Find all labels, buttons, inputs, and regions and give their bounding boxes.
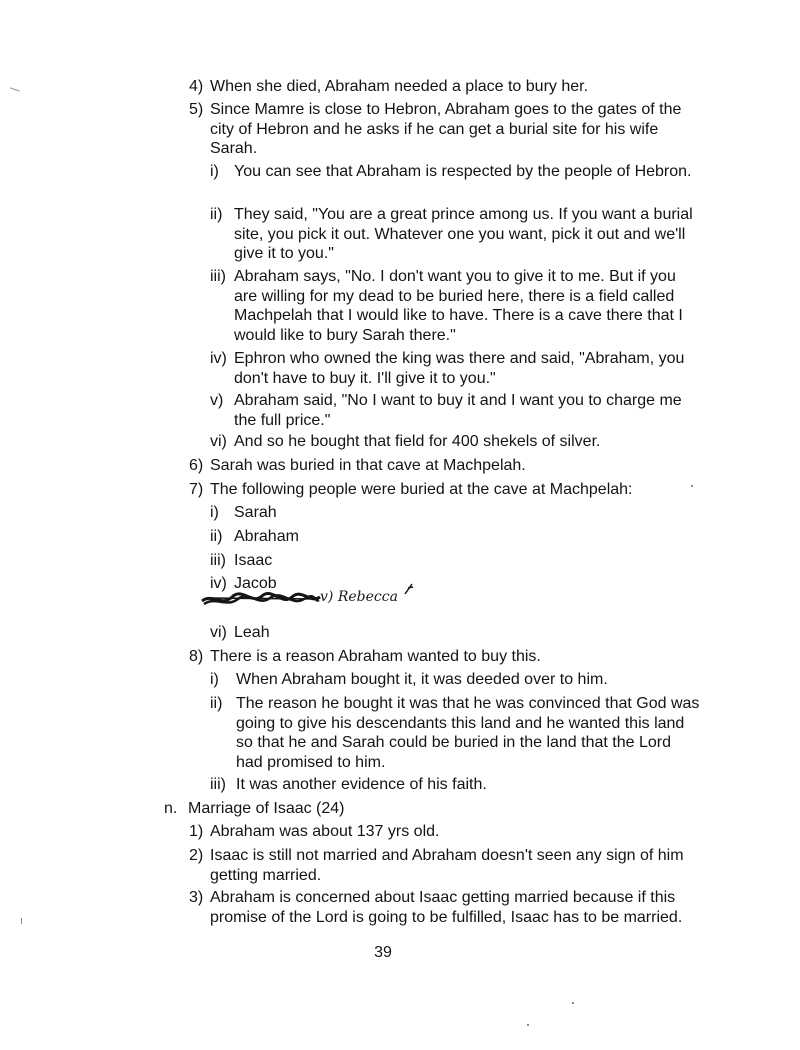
scribble-strikeout-icon [200, 586, 322, 612]
handwritten-correction [200, 586, 398, 617]
list-number: 1) [189, 823, 204, 840]
list-item [210, 432, 700, 452]
list-item [210, 349, 700, 388]
list-item [210, 162, 700, 182]
list-number: 7) [189, 481, 204, 498]
list-text: Abraham is concerned about Isaac getting married because if this promise of the Lord is going to be fulfilled, Isaac has to be married. [210, 889, 683, 926]
list-item [189, 100, 699, 159]
list-text: There is a reason Abraham wanted to buy this. [210, 648, 541, 665]
list-number: i) [210, 671, 219, 688]
list-number: ii) [210, 206, 223, 223]
list-text: When Abraham bought it, it was deeded over to him. [236, 671, 608, 688]
list-number: 3) [189, 889, 204, 906]
scan-speck [572, 1002, 574, 1004]
section-heading [164, 799, 704, 819]
list-item [210, 391, 700, 430]
list-text: The following people were buried at the cave at Machpelah: [210, 481, 633, 498]
pen-flick-icon [403, 582, 415, 596]
list-text: Isaac is still not married and Abraham doesn't seen any sign of him getting married. [210, 847, 684, 884]
list-number: vi) [210, 433, 227, 450]
list-item [210, 527, 700, 547]
list-number: iv) [210, 575, 227, 592]
list-number: 2) [189, 847, 204, 864]
list-number: iv) [210, 350, 227, 367]
scan-speck [691, 485, 693, 487]
section-title: Marriage of Isaac (24) [188, 800, 345, 817]
list-text: Ephron who owned the king was there and said, "Abraham, you don't have to buy it. I'll give it to you." [234, 350, 685, 387]
scan-speck [21, 918, 22, 924]
list-number: i) [210, 504, 219, 521]
list-item [189, 647, 699, 667]
list-text: Sarah [234, 504, 277, 521]
list-number: vi) [210, 624, 227, 641]
list-text: You can see that Abraham is respected by the people of Hebron. [234, 163, 692, 180]
list-item [189, 846, 699, 885]
list-text: Sarah was buried in that cave at Machpelah. [210, 457, 526, 474]
list-item [210, 623, 700, 643]
list-text: Since Mamre is close to Hebron, Abraham goes to the gates of the city of Hebron and he asks if he can get a burial site for his wife Sarah. [210, 101, 682, 157]
page-number: 39 [374, 944, 392, 961]
list-item [189, 480, 699, 500]
list-item [210, 551, 700, 571]
list-text: Isaac [234, 552, 273, 569]
list-item [210, 503, 700, 523]
list-text: Abraham was about 137 yrs old. [210, 823, 440, 840]
handwritten-note: v) Rebecca [320, 589, 398, 605]
list-item [210, 267, 700, 345]
section-letter: n. [164, 800, 178, 817]
list-number: ii) [210, 528, 223, 545]
list-number: 5) [189, 101, 204, 118]
list-number: ii) [210, 695, 223, 712]
list-number: 4) [189, 78, 204, 95]
list-item [189, 822, 699, 842]
list-item [189, 456, 699, 476]
list-number: 8) [189, 648, 204, 665]
list-text: And so he bought that field for 400 shekels of silver. [234, 433, 601, 450]
list-number: iii) [210, 268, 226, 285]
list-text: Jacob [234, 575, 277, 592]
list-text: It was another evidence of his faith. [236, 776, 487, 793]
list-item [210, 670, 700, 690]
list-item [189, 888, 699, 927]
list-item [210, 775, 700, 795]
list-item [210, 205, 700, 264]
list-number: i) [210, 163, 219, 180]
list-item [189, 77, 699, 97]
list-number: iii) [210, 552, 226, 569]
list-text: Abraham said, "No I want to buy it and I want you to charge me the full price." [234, 392, 682, 429]
list-text: Leah [234, 624, 270, 641]
list-text: The reason he bought it was that he was convinced that God was going to give his descendants this land and he wanted this land so that he and Sarah could be buried in the land that the Lord had promised to him. [236, 695, 700, 771]
list-text: When she died, Abraham needed a place to bury her. [210, 78, 589, 95]
list-number: v) [210, 392, 224, 409]
list-text: Abraham says, "No. I don't want you to give it to me. But if you are willing for my dead to be buried here, there is a field called Machpelah that I would like to have. There is a cave there that I would like to bury Sarah there." [234, 268, 683, 344]
list-text: Abraham [234, 528, 299, 545]
scan-speck [10, 87, 20, 91]
list-number: 6) [189, 457, 204, 474]
list-item [210, 694, 700, 772]
list-text: They said, "You are a great prince among us. If you want a burial site, you pick it out. Whatever one you want, pick it out and we'll give it to you." [234, 206, 693, 262]
scan-speck [527, 1024, 529, 1026]
list-number: iii) [210, 776, 226, 793]
